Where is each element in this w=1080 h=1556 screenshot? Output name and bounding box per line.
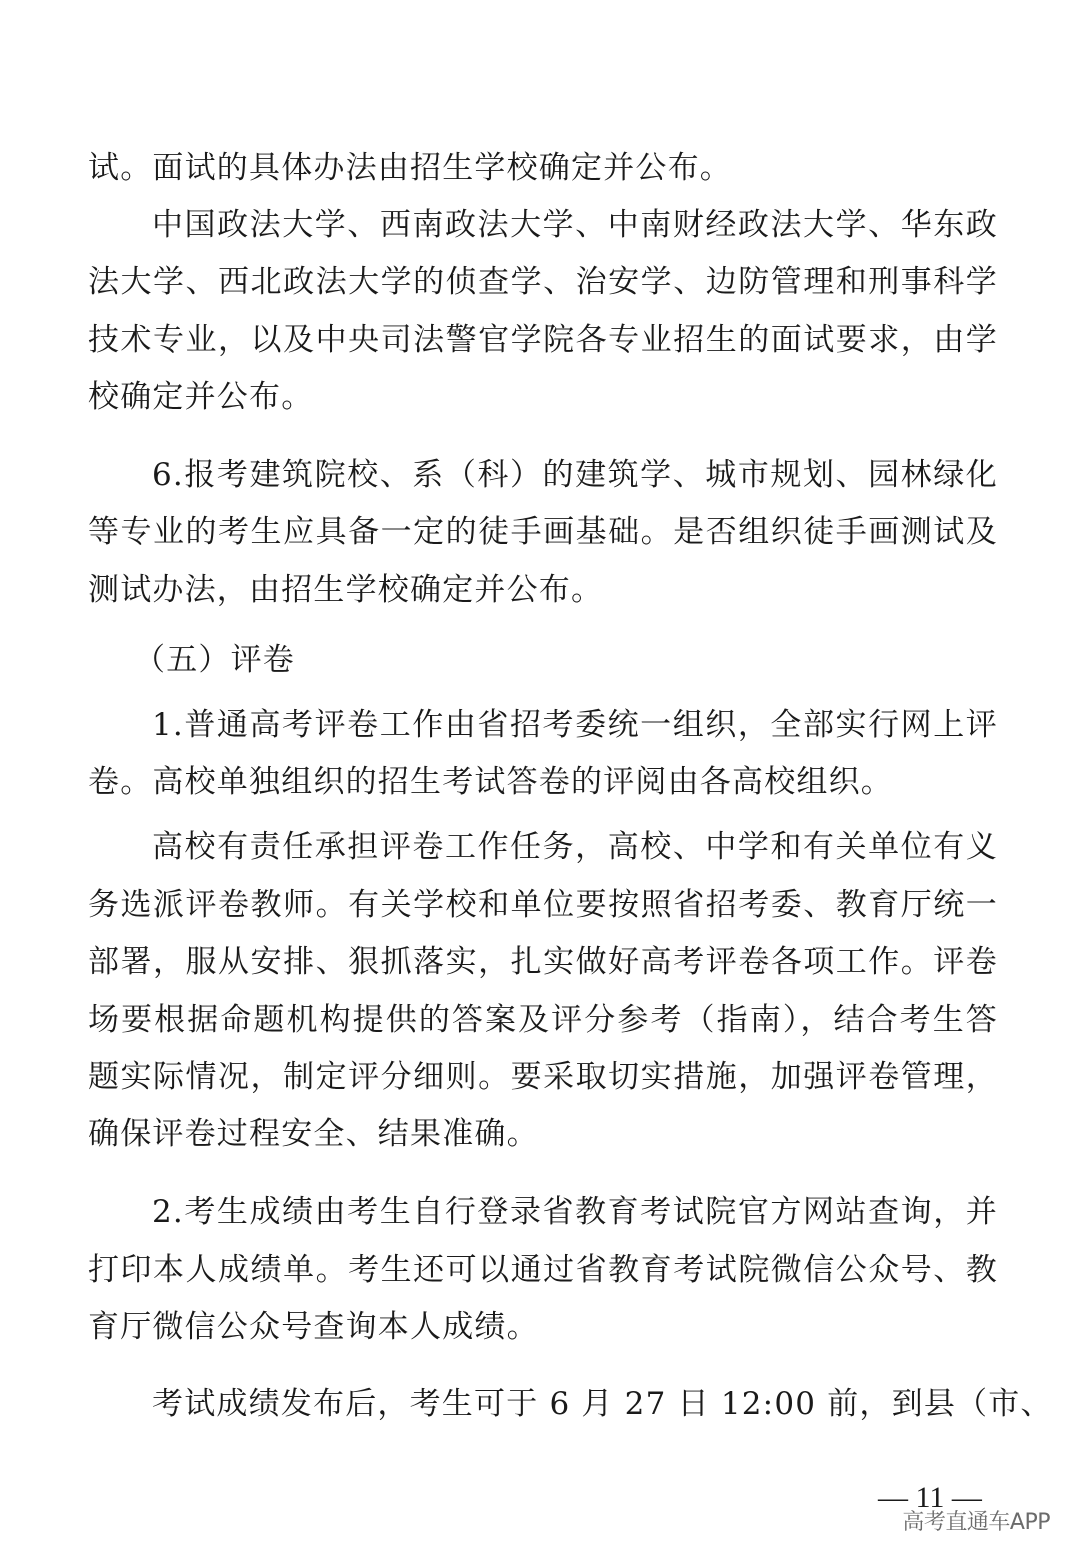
paragraph-line: 考试成绩发布后，考生可于 6 月 27 日 12:00 前，到县（市、 — [152, 1386, 1053, 1422]
paragraph-line: 6.报考建筑院校、系（科）的建筑学、城市规划、园林绿化 — [152, 457, 998, 493]
paragraph-line: 法大学、西北政法大学的侦查学、治安学、边防管理和刑事科学 — [88, 264, 998, 300]
paragraph-line: 高校有责任承担评卷工作任务，高校、中学和有关单位有义 — [152, 829, 998, 865]
watermark-label: 高考直通车APP — [902, 1510, 1050, 1535]
paragraph-line: 等专业的考生应具备一定的徒手画基础。是否组织徒手画测试及 — [88, 514, 998, 550]
paragraph-line: 确保评卷过程安全、结果准确。 — [88, 1116, 539, 1152]
paragraph-line: 1.普通高考评卷工作由省招考委统一组织，全部实行网上评 — [152, 707, 998, 743]
paragraph-line: 打印本人成绩单。考生还可以通过省教育考试院微信公众号、教 — [88, 1252, 998, 1288]
paragraph-line: 试。面试的具体办法由招生学校确定并公布。 — [88, 150, 732, 186]
paragraph-line: 场要根据命题机构提供的答案及评分参考（指南），结合考生答 — [88, 1002, 998, 1038]
paragraph-line: 务选派评卷教师。有关学校和单位要按照省招考委、教育厅统一 — [88, 887, 998, 923]
paragraph-line: 卷。高校单独组织的招生考试答卷的评阅由各高校组织。 — [88, 764, 893, 800]
page-number: — 11 — — [878, 1481, 982, 1514]
paragraph-line: 技术专业，以及中央司法警官学院各专业招生的面试要求，由学 — [88, 322, 998, 358]
section-heading: （五）评卷 — [134, 642, 295, 678]
paragraph-line: 育厅微信公众号查询本人成绩。 — [88, 1309, 539, 1345]
paragraph-line: 2.考生成绩由考生自行登录省教育考试院官方网站查询，并 — [152, 1194, 998, 1230]
paragraph-line: 测试办法，由招生学校确定并公布。 — [88, 572, 604, 608]
paragraph-line: 题实际情况，制定评分细则。要采取切实措施，加强评卷管理， — [88, 1059, 998, 1095]
paragraph-line: 部署，服从安排、狠抓落实，扎实做好高考评卷各项工作。评卷 — [88, 944, 998, 980]
paragraph-line: 中国政法大学、西南政法大学、中南财经政法大学、华东政 — [152, 207, 998, 243]
paragraph-line: 校确定并公布。 — [88, 379, 314, 415]
